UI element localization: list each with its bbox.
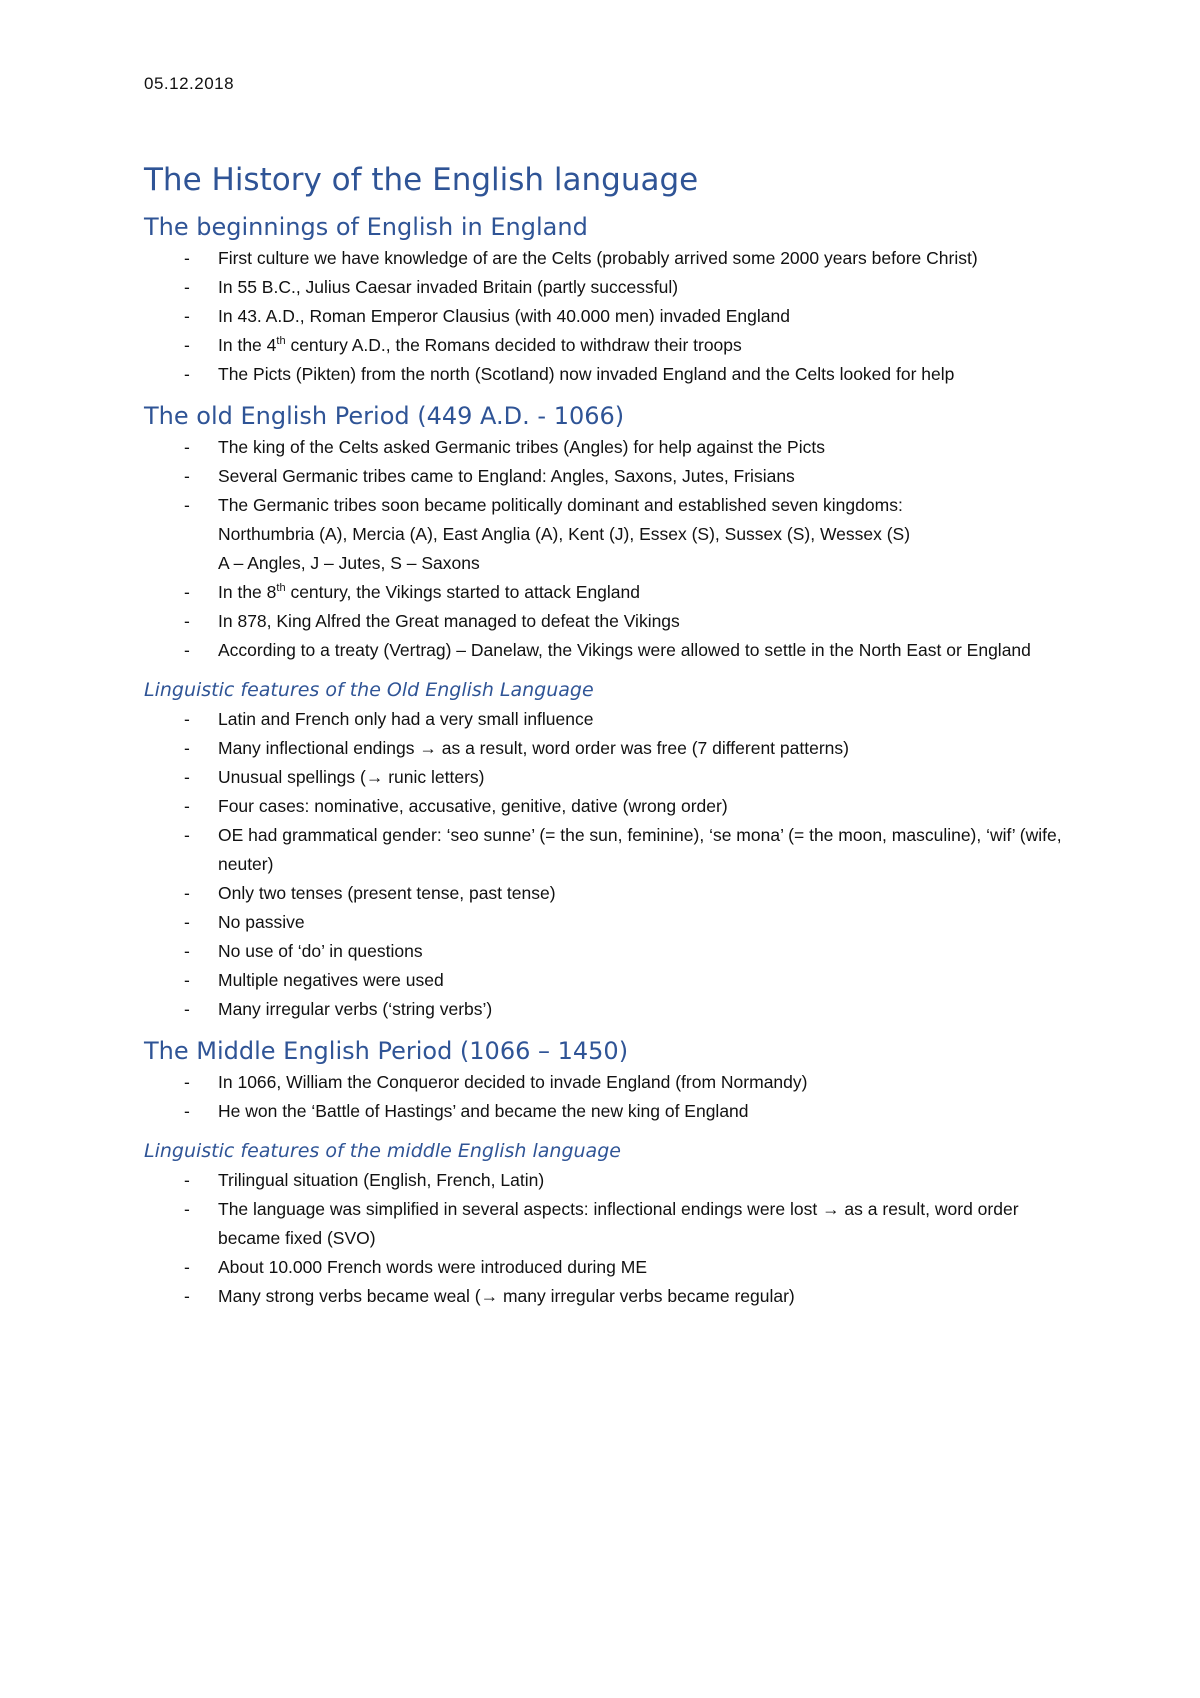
heading-old-english-period: The old English Period (449 A.D. - 1066) xyxy=(144,402,625,430)
list-item: - Many irregular verbs (‘string verbs’) xyxy=(144,995,1064,1024)
bullet-dash: - xyxy=(184,582,190,602)
list-item: - Unusual spellings (→ runic letters) xyxy=(144,763,1064,792)
list-item: - In 55 B.C., Julius Caesar invaded Britain (partly successful) xyxy=(144,273,1064,302)
bullet-dash: - xyxy=(184,611,190,631)
list-item: - Only two tenses (present tense, past tense) xyxy=(144,879,1064,908)
bullet-dash: - xyxy=(184,306,190,326)
heading-middle-english-period: The Middle English Period (1066 – 1450) xyxy=(144,1037,629,1065)
list-item: - Many inflectional endings → as a result, word order was free (7 different patterns) xyxy=(144,734,1064,763)
bullet-dash: - xyxy=(184,767,190,787)
list-item: - Many strong verbs became weal (→ many irregular verbs became regular) xyxy=(144,1282,1064,1311)
bullet-dash: - xyxy=(184,912,190,932)
bullet-dash: - xyxy=(184,495,190,515)
list-middle-english-period xyxy=(144,1068,1064,1126)
list-item: - According to a treaty (Vertrag) – Danelaw, the Vikings were allowed to settle in the North East or England xyxy=(144,636,1064,665)
bullet-dash: - xyxy=(184,248,190,268)
list-item: - Several Germanic tribes came to England: Angles, Saxons, Jutes, Frisians xyxy=(144,462,1064,491)
list-item: - The king of the Celts asked Germanic tribes (Angles) for help against the Picts xyxy=(144,433,1064,462)
list-item: - OE had grammatical gender: ‘seo sunne’ (= the sun, feminine), ‘se mona’ (= the moon, masculine), ‘wif’ (wife, neuter) xyxy=(144,821,1064,879)
list-item: - In 1066, William the Conqueror decided to invade England (from Normandy) xyxy=(144,1068,1064,1097)
list-beginnings xyxy=(144,244,1064,389)
bullet-dash: - xyxy=(184,466,190,486)
list-middle-english-features xyxy=(144,1166,1064,1311)
document-title: The History of the English language xyxy=(144,162,699,198)
bullet-dash: - xyxy=(184,1286,190,1306)
list-item: - Latin and French only had a very small influence xyxy=(144,705,1064,734)
bullet-dash: - xyxy=(184,883,190,903)
bullet-dash: - xyxy=(184,1101,190,1121)
bullet-dash: - xyxy=(184,1257,190,1277)
list-item: - He won the ‘Battle of Hastings’ and became the new king of England xyxy=(144,1097,1064,1126)
list-item: - Four cases: nominative, accusative, genitive, dative (wrong order) xyxy=(144,792,1064,821)
bullet-dash: - xyxy=(184,1170,190,1190)
list-item: - In 43. A.D., Roman Emperor Clausius (with 40.000 men) invaded England xyxy=(144,302,1064,331)
list-item: - In the 8th century, the Vikings started to attack England xyxy=(144,578,1064,607)
list-item: - The Germanic tribes soon became politically dominant and established seven kingdoms: Northumbria (A), Mercia (A), East Anglia (A), Kent (J), Essex (S), Sussex (S), Wessex (S) A – Angles, J – Jutes, S – Saxons xyxy=(144,491,1064,578)
bullet-dash: - xyxy=(184,277,190,297)
bullet-dash: - xyxy=(184,709,190,729)
list-item: - About 10.000 French words were introduced during ME xyxy=(144,1253,1064,1282)
list-item: - Trilingual situation (English, French, Latin) xyxy=(144,1166,1064,1195)
bullet-dash: - xyxy=(184,640,190,660)
bullet-dash: - xyxy=(184,437,190,457)
list-item: - The language was simplified in several aspects: inflectional endings were lost → as a result, word order became fixed (SVO) xyxy=(144,1195,1064,1253)
heading-middle-english-features: Linguistic features of the middle English language xyxy=(144,1140,621,1162)
bullet-dash: - xyxy=(184,335,190,355)
list-item: - Multiple negatives were used xyxy=(144,966,1064,995)
list-item: - In the 4th century A.D., the Romans decided to withdraw their troops xyxy=(144,331,1064,360)
bullet-dash: - xyxy=(184,1072,190,1092)
list-old-english-period xyxy=(144,433,1064,665)
bullet-dash: - xyxy=(184,796,190,816)
document-date: 05.12.2018 xyxy=(144,74,235,93)
list-item: - In 878, King Alfred the Great managed to defeat the Vikings xyxy=(144,607,1064,636)
bullet-dash: - xyxy=(184,970,190,990)
bullet-dash: - xyxy=(184,825,190,845)
list-item: - No passive xyxy=(144,908,1064,937)
document-body xyxy=(144,212,1064,1311)
list-item: - First culture we have knowledge of are the Celts (probably arrived some 2000 years before Christ) xyxy=(144,244,1064,273)
bullet-dash: - xyxy=(184,941,190,961)
bullet-dash: - xyxy=(184,738,190,758)
bullet-dash: - xyxy=(184,999,190,1019)
heading-beginnings: The beginnings of English in England xyxy=(144,213,588,241)
list-item: - No use of ‘do’ in questions xyxy=(144,937,1064,966)
list-item: - The Picts (Pikten) from the north (Scotland) now invaded England and the Celts looked for help xyxy=(144,360,1064,389)
list-old-english-features xyxy=(144,705,1064,1024)
bullet-dash: - xyxy=(184,1199,190,1219)
heading-old-english-features: Linguistic features of the Old English Language xyxy=(144,679,594,701)
bullet-dash: - xyxy=(184,364,190,384)
